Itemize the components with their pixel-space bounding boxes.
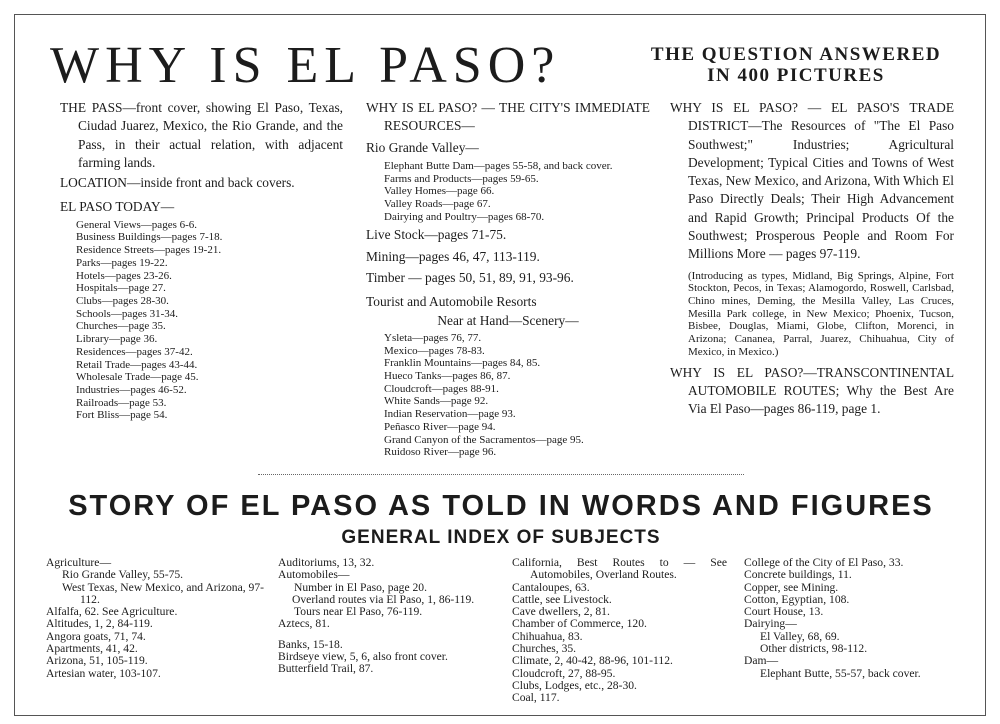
list-item: Residence Streets—pages 19-21.: [76, 244, 222, 257]
list-item: Grand Canyon of the Sacramentos—page 95.: [384, 433, 584, 446]
list-item: Railroads—page 53.: [76, 396, 167, 409]
list-item: Valley Homes—page 66.: [384, 185, 495, 198]
index-column-4: [744, 557, 956, 680]
tourist-heading-line-2: Near at Hand—Scenery—: [437, 312, 579, 328]
list-item: Elephant Butte Dam—pages 55-58, and back cover.: [384, 159, 613, 172]
index-column-3: [512, 557, 727, 705]
index-entry: Dairying—: [744, 617, 797, 631]
today-list: [60, 219, 343, 422]
list-item: Library—page 36.: [76, 333, 158, 346]
list-item: General Views—pages 6-6.: [76, 218, 198, 231]
subtitle: [636, 44, 956, 86]
story-title: STORY OF EL PASO AS TOLD IN WORDS AND FIGURES: [68, 490, 934, 522]
list-item: Clubs—pages 28-30.: [76, 295, 169, 307]
list-item: Ysleta—pages 76, 77.: [384, 331, 482, 344]
list-item: Churches—page 35.: [76, 320, 166, 333]
main-title: WHY IS EL PASO?: [50, 37, 561, 94]
pass-entry: THE PASS—front cover, showing El Paso, Texas, Ciudad Juarez, Mexico, the Rio Grande, and the Pass, in their actual relation, with adjacent farming lands.: [60, 100, 343, 170]
index-entry: Altitudes, 1, 2, 84-119.: [46, 617, 153, 631]
index-entry: Aztecs, 81.: [278, 617, 330, 631]
rio-grande-list: [366, 160, 650, 224]
subtitle-line-2: IN 400 PICTURES: [707, 65, 885, 86]
index-entry: Banks, 15-18.: [278, 637, 343, 651]
index-entry: Cotton, Egyptian, 108.: [744, 592, 850, 606]
section-divider: [258, 474, 744, 475]
index-entry: Dam—: [744, 654, 779, 668]
routes-entry: WHY IS EL PASO?—TRANSCONTINENTAL AUTOMOBILE ROUTES; Why the Best Are Via El Paso—pages 86-119, page 1.: [670, 364, 954, 417]
index-entry: Court House, 13.: [744, 605, 824, 619]
index-entry: Elephant Butte, 55-57, back cover.: [760, 666, 921, 680]
index-entry: Birdseye view, 5, 6, also front cover.: [278, 650, 448, 664]
index-entry: Cantaloupes, 63.: [512, 580, 590, 594]
index-entry: Apartments, 41, 42.: [46, 642, 138, 656]
index-entry: Arizona, 51, 105-119.: [46, 654, 148, 668]
index-entry: California, Best Routes to — See Automobiles, Overland Routes.: [512, 556, 727, 582]
resources-heading: WHY IS EL PASO? — THE CITY'S IMMEDIATE RESOURCES—: [366, 100, 650, 134]
list-item: Peñasco River—page 94.: [384, 420, 496, 433]
subtitle-line-1: THE QUESTION ANSWERED: [650, 44, 942, 65]
index-entry: Cave dwellers, 2, 81.: [512, 605, 610, 619]
mining-entry: Mining—pages 46, 47, 113-119.: [366, 248, 540, 264]
index-title: GENERAL INDEX OF SUBJECTS: [341, 527, 661, 548]
list-item: Industries—pages 46-52.: [76, 383, 187, 396]
list-item: Indian Reservation—page 93.: [384, 408, 516, 421]
index-column-1: [46, 557, 264, 680]
index-entry: Auditoriums, 13, 32.: [278, 556, 375, 569]
index-entry: West Texas, New Mexico, and Arizona, 97-112.: [62, 580, 264, 606]
list-item: Dairying and Poultry—pages 68-70.: [384, 210, 545, 223]
index-entry: Coal, 117.: [512, 691, 560, 705]
index-entry: Angora goats, 71, 74.: [46, 629, 146, 643]
index-entry: Chamber of Commerce, 120.: [512, 617, 647, 631]
index-entry: Rio Grande Valley, 55-75.: [62, 568, 184, 582]
index-entry: Number in El Paso, page 20.: [294, 580, 427, 594]
livestock-entry: Live Stock—pages 71-75.: [366, 227, 507, 243]
list-item: Retail Trade—pages 43-44.: [76, 358, 198, 371]
index-entry: Agriculture—: [46, 556, 112, 569]
tourist-heading-line-1: Tourist and Automobile Resorts: [366, 294, 537, 310]
introducing-note: (Introducing as types, Midland, Big Springs, Alpine, Fort Stockton, Pecos, in Texas; Alamogordo, Roswell, Carlsbad, Chino mines, Deming, the Mesilla Valley, Las Cruces, Mesilla Park college, in New Mexico; Phoenix, Tucson, Bisbee, Douglas, Miami, Globe, Clifton, Morenci, in Arizona; Cananea, Parral, Juarez, Chihuahua, City of Mexico, in Mexico.): [688, 269, 954, 358]
index-entry: Cloudcroft, 27, 88-95.: [512, 666, 616, 680]
index-entry: Alfalfa, 62. See Agriculture.: [46, 605, 178, 619]
index-entry: Tours near El Paso, 76-119.: [294, 605, 423, 619]
list-item: Residences—pages 37-42.: [76, 345, 193, 358]
list-item: Valley Roads—page 67.: [384, 198, 491, 210]
rio-grande-heading: Rio Grande Valley—: [366, 139, 479, 155]
today-heading: EL PASO TODAY—: [60, 199, 175, 215]
list-item: White Sands—page 92.: [384, 395, 489, 408]
list-item: Hospitals—page 27.: [76, 282, 166, 295]
index-entry: Butterfield Trail, 87.: [278, 662, 374, 676]
index-entry: Automobiles—: [278, 568, 350, 582]
list-item: Parks—pages 19-22.: [76, 256, 168, 269]
location-entry: LOCATION—inside front and back covers.: [60, 175, 295, 191]
index-entry: Copper, see Mining.: [744, 580, 839, 594]
contents-column-3: [670, 99, 954, 418]
index-entry: Churches, 35.: [512, 642, 577, 656]
list-item: Mexico—pages 78-83.: [384, 344, 485, 357]
list-item: Cloudcroft—pages 88-91.: [384, 382, 499, 395]
index-column-2: [278, 557, 492, 676]
index-entry: El Valley, 68, 69.: [760, 629, 840, 643]
trade-district-entry: WHY IS EL PASO? — EL PASO'S TRADE DISTRICT—The Resources of "The El Paso Southwest;" Industries; Agricultural Development; Typical Cities and Towns of West Texas, New Mexico, and Arizona, With Which El Paso Directly Deals; Their High Advancement and Rapid Growth; Principal Products Of the Southwest; Prosperous People and Room For Millions More — pages 97-119.: [670, 100, 954, 262]
list-item: Franklin Mountains—pages 84, 85.: [384, 357, 541, 370]
timber-entry: Timber — pages 50, 51, 89, 91, 93-96.: [366, 270, 574, 285]
list-item: Fort Bliss—page 54.: [76, 409, 168, 422]
index-entry: Cattle, see Livestock.: [512, 592, 612, 606]
list-item: Farms and Products—pages 59-65.: [384, 172, 539, 185]
list-item: Ruidoso River—page 96.: [384, 446, 497, 459]
list-item: Schools—pages 31-34.: [76, 307, 179, 320]
index-entry: Clubs, Lodges, etc., 28-30.: [512, 678, 637, 692]
index-entry: Concrete buildings, 11.: [744, 568, 852, 582]
tourist-list: [366, 332, 650, 459]
index-entry: Climate, 2, 40-42, 88-96, 101-112.: [512, 654, 673, 668]
index-entry: Other districts, 98-112.: [760, 642, 868, 656]
list-item: Wholesale Trade—page 45.: [76, 371, 199, 384]
list-item: Hotels—pages 23-26.: [76, 269, 172, 282]
contents-column-1: [60, 99, 343, 422]
list-item: Hueco Tanks—pages 86, 87.: [384, 370, 511, 382]
list-item: Business Buildings—pages 7-18.: [76, 231, 223, 244]
index-entry: Artesian water, 103-107.: [46, 666, 161, 680]
contents-column-2: [366, 99, 650, 459]
index-entry: Chihuahua, 83.: [512, 629, 583, 643]
index-entry: College of the City of El Paso, 33.: [744, 556, 904, 569]
index-entry: Overland routes via El Paso, 1, 86-119.: [292, 592, 475, 606]
